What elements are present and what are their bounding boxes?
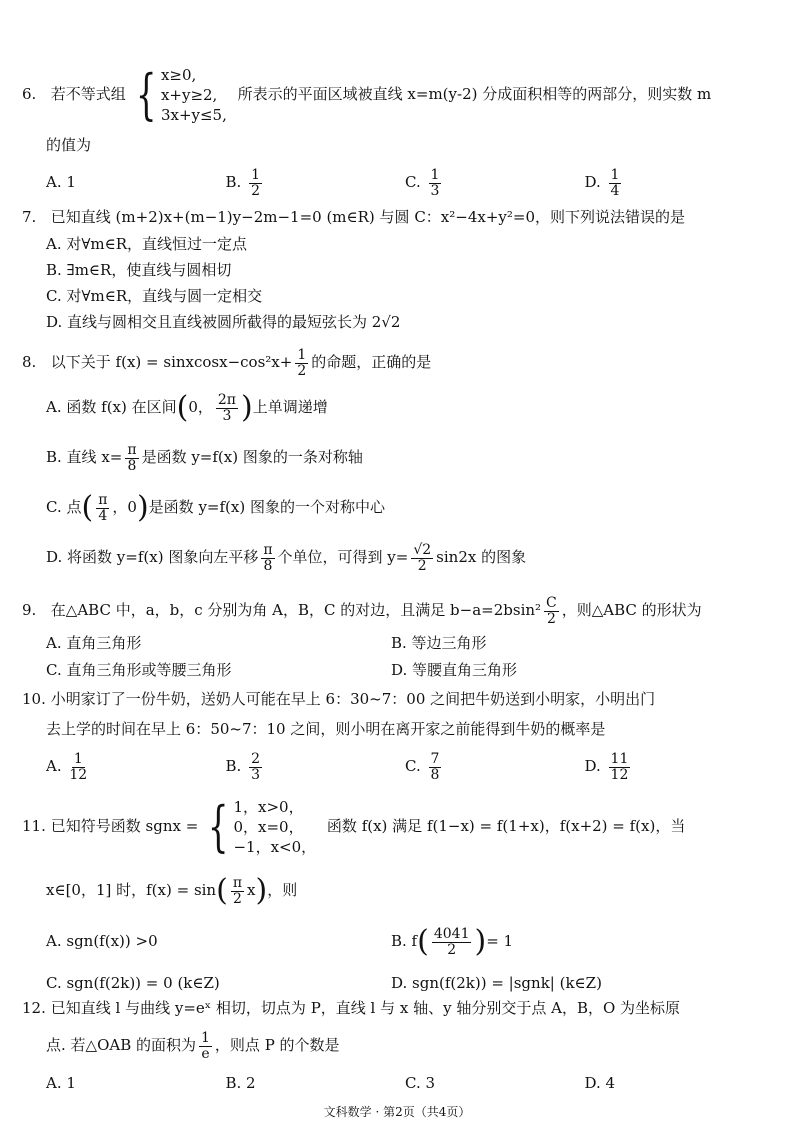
question-11 <box>22 788 764 1000</box>
option-b: B. $\frac{1}{2}$ <box>225 166 260 199</box>
case-zero: 0，x=0， <box>233 818 304 836</box>
inequality-2: x+y≥2, <box>160 86 218 104</box>
option-a: A. sgn(f(x)) >0 <box>46 932 158 950</box>
option-d: D. 直线与圆相交且直线被圆所截得的最短弦长为 2√2 <box>46 313 401 331</box>
question-9 <box>22 590 764 684</box>
option-b: B. ∃m∈R，使直线与圆相切 <box>46 261 232 279</box>
option-c: C. $\frac{7}{8}$ <box>405 750 440 783</box>
option-b: B. 2 <box>225 1074 256 1092</box>
question-stem-line2: 点. 若△OAB 的面积为 $\frac{1}{e}$ ，则点 P 的个数是 <box>46 1029 340 1062</box>
question-stem: 已知直线 (m+2)x+(m−1)y−2m−1=0 (m∈R) 与圆 C：x²−4x+y²=0，则下列说法错误的是 <box>50 208 686 226</box>
option-a: A. $\frac{1}{12}$ <box>46 750 88 783</box>
question-stem: 小明家订了一份牛奶，送奶人可能在早上 6：30~7：00 之间把牛奶送到小明家，小明出门 <box>50 690 656 708</box>
option-c: C. 直角三角形或等腰三角形 <box>46 661 232 679</box>
question-10 <box>22 684 764 788</box>
question-stem: 若不等式组 <box>50 85 126 103</box>
answer-options-row2 <box>22 657 764 684</box>
option-a: A. 函数 f(x) 在区间(0， $\frac{2\pi}{3}$ )上单调递增 <box>46 390 328 425</box>
question-number: 9. <box>22 601 37 619</box>
question-number: 7. <box>22 208 37 226</box>
left-brace: { <box>207 795 229 858</box>
inequality-3: 3x+y≤5, <box>160 106 227 124</box>
question-stem-cont: 函数 f(x) 满足 f(1−x) = f(1+x)，f(x+2) = f(x)，当 <box>326 817 686 835</box>
option-c: C. sgn(f(2k)) = 0 (k∈Z) <box>46 974 220 992</box>
piecewise-cases <box>203 797 322 857</box>
answer-options <box>22 166 764 198</box>
case-negative: −1，x<0， <box>233 838 317 856</box>
option-b: B. $\frac{2}{3}$ <box>225 750 260 783</box>
question-number: 12. <box>22 999 46 1017</box>
page-footer: 文科数学 · 第2页（共4页） <box>323 1105 471 1119</box>
option-d: D. 将函数 y=f(x) 图象向左平移 $\frac{\pi}{8}$ 个单位，可得到 y= $\frac{√2}{2}$ sin2x 的图象 <box>46 541 527 574</box>
answer-options-row1 <box>22 630 764 657</box>
answer-options-row1 <box>22 916 764 966</box>
answer-options <box>22 1067 764 1099</box>
option-c: C. 对∀m∈R，直线与圆一定相交 <box>46 287 263 305</box>
case-positive: 1，x>0， <box>233 798 304 816</box>
option-d: D. $\frac{1}{4}$ <box>584 166 620 199</box>
option-c: C. 点( $\frac{\pi}{4}$ ，0)是函数 y=f(x) 图象的一个对称中心 <box>46 490 385 525</box>
question-stem-line2: 去上学的时间在早上 6：50~7：10 之间，则小明在离开家之前能得到牛奶的概率是 <box>46 720 606 738</box>
question-stem-line2: 的值为 <box>46 136 92 154</box>
question-7 <box>22 203 764 335</box>
option-d: D. sgn(f(2k)) = |sgnk| (k∈Z) <box>391 974 602 992</box>
question-number: 6. <box>22 85 37 103</box>
inequality-1: x≥0, <box>160 66 197 84</box>
option-d: D. 等腰直角三角形 <box>391 661 518 679</box>
option-a: A. 1 <box>46 1074 76 1092</box>
question-stem: 已知符号函数 sgnx = <box>50 817 199 835</box>
question-12 <box>22 993 764 1099</box>
question-stem: 已知直线 l 与曲线 y=eˣ 相切，切点为 P，直线 l 与 x 轴、y 轴分别交于点 A，B，O 为坐标原 <box>50 999 681 1017</box>
option-a: A. 直角三角形 <box>46 634 142 652</box>
question-number: 8. <box>22 353 37 371</box>
question-stem: 以下关于 f(x) = sinxcosx−cos²x+ $\frac{1}{2}$ 的命题，正确的是 <box>50 346 432 379</box>
question-8 <box>22 342 764 582</box>
left-brace: { <box>135 63 157 126</box>
option-a: A. 对∀m∈R，直线恒过一定点 <box>46 235 248 253</box>
question-stem-cont: 所表示的平面区域被直线 x=m(y-2) 分成面积相等的两部分，则实数 m <box>237 85 712 103</box>
option-b: B. 等边三角形 <box>391 634 487 652</box>
answer-options <box>22 744 764 788</box>
option-d: D. 4 <box>584 1074 616 1092</box>
question-stem-line2: x∈[0，1] 时，f(x) = sin( $\frac{\pi}{2}$ x)，则 <box>46 873 298 908</box>
option-c: C. $\frac{1}{3}$ <box>405 166 440 199</box>
option-a: A. 1 <box>46 173 76 191</box>
option-d: D. $\frac{11}{12}$ <box>584 750 629 783</box>
question-number: 11. <box>22 817 46 835</box>
question-number: 10. <box>22 690 46 708</box>
option-c: C. 3 <box>405 1074 436 1092</box>
inequality-system <box>131 65 233 125</box>
option-b: B. f( $\frac{4041}{2}$ )= 1 <box>391 924 514 959</box>
question-stem: 在△ABC 中，a，b，c 分别为角 A，B，C 的对边，且满足 b−a=2bsin² $\frac{C}{2}$ ，则△ABC 的形状为 <box>50 594 702 627</box>
question-6 <box>22 58 764 198</box>
option-b: B. 直线 x= $\frac{\pi}{8}$ 是函数 y=f(x) 图象的一条对称轴 <box>46 441 363 474</box>
